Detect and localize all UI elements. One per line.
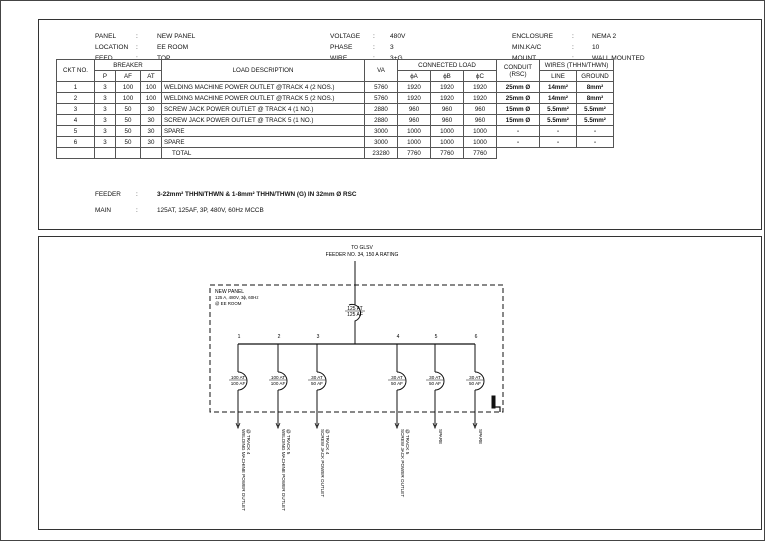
ground-wire-cell: 8mm²	[577, 93, 614, 104]
va-cell: 5760	[365, 82, 398, 93]
branch-af-label: 100 AF	[230, 381, 246, 386]
branch-at-label: 30 AT	[391, 375, 403, 380]
conduit-cell: 15mm Ø	[497, 104, 540, 115]
load-description-cell: WELDING MACHINE POWER OUTLET @TRACK 4 (2 NOS.)	[162, 82, 365, 93]
load-name-label: SCREW JACK POWER OUTLET	[320, 429, 325, 498]
ckt-cell: 3	[57, 104, 95, 115]
total-label: TOTAL	[162, 148, 365, 159]
connected-header: CONNECTED LOAD	[398, 60, 497, 71]
mount-value: WALL MOUNTED	[592, 55, 645, 62]
wire-value: 3+G	[390, 55, 403, 62]
load-header: LOAD DESCRIPTION	[162, 60, 365, 82]
enclosure-value: NEMA 2	[592, 33, 617, 40]
conduit-cell: -	[497, 137, 540, 148]
panel-text-1: NEW PANEL	[215, 289, 245, 295]
phase-a-cell: 960	[398, 104, 431, 115]
circuit-number: 5	[434, 334, 438, 340]
branch-at-label: 100 AT	[230, 375, 246, 380]
breaker-header: BREAKER	[95, 60, 162, 71]
ckt-cell: 2	[57, 93, 95, 104]
af-cell: 100	[116, 82, 141, 93]
enclosure-label: ENCLOSURE	[512, 33, 554, 40]
branch-af-label: 50 AF	[468, 381, 482, 386]
source-text-2: FEEDER NO. 34, 150 A RATING	[325, 252, 399, 258]
at-cell: 100	[141, 82, 162, 93]
phase-c-cell: 1000	[464, 137, 497, 148]
sep: :	[136, 33, 138, 40]
load-location-label: @ TRACK 4	[325, 429, 330, 455]
va-cell: 2880	[365, 115, 398, 126]
sep: :	[373, 33, 375, 40]
ckt-header: CKT NO.	[57, 60, 95, 82]
ground-wire-cell: -	[577, 137, 614, 148]
location-label: LOCATION	[95, 44, 129, 51]
ckt-cell: 6	[57, 137, 95, 148]
phase-a-cell: 960	[398, 115, 431, 126]
load-name-label: WELDING MACHINE POWER OUTLET	[241, 429, 246, 511]
phase-b-cell: 1920	[431, 93, 464, 104]
branch-af-label: 100 AF	[270, 381, 286, 386]
circuit-number: 1	[237, 334, 241, 340]
phase-a-header: ϕA	[398, 71, 431, 82]
at-cell: 30	[141, 137, 162, 148]
load-name-label: SPARE	[478, 429, 483, 445]
p-cell: 3	[95, 82, 116, 93]
sep: :	[136, 207, 138, 214]
p-cell: 3	[95, 104, 116, 115]
load-description-cell: SPARE	[162, 126, 365, 137]
load-location-label: @ TRACK 5	[405, 429, 410, 455]
minkac-value: 10	[592, 44, 600, 51]
branch-af-label: 50 AF	[390, 381, 404, 386]
feed-label: FEED	[95, 55, 113, 62]
af-cell: 50	[116, 104, 141, 115]
sep: :	[136, 44, 138, 51]
af-cell: 50	[116, 126, 141, 137]
phase-c-cell: 1000	[464, 126, 497, 137]
branch-circuit-6	[466, 334, 484, 444]
p-cell: 3	[95, 93, 116, 104]
feeder-value: 3-22mm² THHN/THWN & 1-8mm² THHN/THWN (G) IN 32mm Ø RSC	[157, 191, 357, 198]
circuit-number: 4	[396, 334, 400, 340]
phase-b-cell: 960	[431, 104, 464, 115]
minkac-label: MIN.KA/C	[512, 44, 542, 51]
panel-text-2: 125 A, 480V, 3ϕ, 60Hz	[215, 295, 259, 300]
line-wire-cell: 5.5mm²	[540, 104, 577, 115]
load-location-label: @ TRACK 4	[246, 429, 251, 455]
branch-af-label: 50 AF	[428, 381, 442, 386]
conduit-cell: 25mm Ø	[497, 82, 540, 93]
sep: :	[136, 55, 138, 62]
mount-label: MOUNT	[512, 55, 537, 62]
p-cell: 3	[95, 137, 116, 148]
load-description-cell: WELDING MACHINE POWER OUTLET @TRACK 5 (2 NOS.)	[162, 93, 365, 104]
voltage-label: VOLTAGE	[330, 33, 361, 40]
at-cell: 30	[141, 104, 162, 115]
phase-a-cell: 1920	[398, 82, 431, 93]
wires-header: WIRES (THHN/THWN)	[540, 60, 614, 71]
at-header: AT	[141, 71, 162, 82]
at-cell: 30	[141, 126, 162, 137]
sep: :	[373, 44, 375, 51]
total-b: 7760	[431, 148, 464, 159]
sep: :	[136, 191, 138, 198]
va-header: VA	[365, 60, 398, 82]
panel-value: NEW PANEL	[157, 33, 196, 40]
conduit-cell: 25mm Ø	[497, 93, 540, 104]
phase-a-cell: 1000	[398, 126, 431, 137]
at-cell: 100	[141, 93, 162, 104]
phase-a-cell: 1920	[398, 93, 431, 104]
voltage-value: 480V	[390, 33, 406, 40]
load-name-label: SPARE	[438, 429, 443, 445]
phase-value: 3	[390, 44, 394, 51]
line-wire-cell: -	[540, 137, 577, 148]
phase-label: PHASE	[330, 44, 353, 51]
wire-label: WIRE	[330, 55, 348, 62]
af-cell: 100	[116, 93, 141, 104]
total-a: 7760	[398, 148, 431, 159]
location-value: EE ROOM	[157, 44, 189, 51]
line-wire-cell: -	[540, 126, 577, 137]
feeder-label: FEEDER	[95, 191, 121, 198]
load-name-label: SCREW JACK POWER OUTLET	[400, 429, 405, 498]
phase-c-cell: 960	[464, 104, 497, 115]
sep: :	[572, 55, 574, 62]
circuit-number: 6	[474, 334, 478, 340]
total-va: 23280	[365, 148, 398, 159]
va-cell: 3000	[365, 137, 398, 148]
af-cell: 50	[116, 115, 141, 126]
ground-wire-cell: 5.5mm²	[577, 115, 614, 126]
branch-circuit-2	[269, 334, 291, 511]
p-header: P	[95, 71, 116, 82]
sep: :	[373, 55, 375, 62]
line-wire-cell: 14mm²	[540, 82, 577, 93]
va-cell: 3000	[365, 126, 398, 137]
branch-at-label: 30 AT	[311, 375, 323, 380]
af-cell: 50	[116, 137, 141, 148]
phase-c-cell: 960	[464, 115, 497, 126]
phase-c-cell: 1920	[464, 82, 497, 93]
ckt-cell: 5	[57, 126, 95, 137]
at-cell: 30	[141, 115, 162, 126]
load-description-cell: SPARE	[162, 137, 365, 148]
main-at-label: 125 AT	[347, 306, 363, 312]
conduit-cell: -	[497, 126, 540, 137]
total-c: 7760	[464, 148, 497, 159]
ground-header: GROUND	[577, 71, 614, 82]
ckt-cell: 4	[57, 115, 95, 126]
source-text-1: TO GLSV	[351, 245, 373, 251]
load-description-cell: SCREW JACK POWER OUTLET @ TRACK 5 (1 NO.)	[162, 115, 365, 126]
load-location-label: @ TRACK 5	[286, 429, 291, 455]
sep: :	[572, 33, 574, 40]
branch-at-label: 30 AT	[469, 375, 481, 380]
line-wire-cell: 14mm²	[540, 93, 577, 104]
ground-wire-cell: 8mm²	[577, 82, 614, 93]
phase-b-cell: 1000	[431, 137, 464, 148]
phase-b-header: ϕB	[431, 71, 464, 82]
line-header: LINE	[540, 71, 577, 82]
panel-label: PANEL	[95, 33, 117, 40]
phase-b-cell: 960	[431, 115, 464, 126]
ground-wire-cell: -	[577, 126, 614, 137]
load-name-label: WELDING MACHINE POWER OUTLET	[281, 429, 286, 511]
p-cell: 3	[95, 115, 116, 126]
af-header: AF	[116, 71, 141, 82]
phase-c-cell: 1920	[464, 93, 497, 104]
branch-af-label: 50 AF	[310, 381, 324, 386]
circuit-number: 3	[316, 334, 320, 340]
main-value: 125AT, 125AF, 3P, 480V, 60Hz MCCB	[157, 207, 264, 214]
ckt-cell: 1	[57, 82, 95, 93]
branch-circuit-3	[308, 334, 330, 497]
va-cell: 5760	[365, 93, 398, 104]
ground-wire-cell: 5.5mm²	[577, 104, 614, 115]
main-af-label: 125 AF	[347, 312, 363, 318]
line-wire-cell: 5.5mm²	[540, 115, 577, 126]
conduit-cell: 15mm Ø	[497, 115, 540, 126]
va-cell: 2880	[365, 104, 398, 115]
phase-c-header: ϕC	[464, 71, 497, 82]
circuit-number: 2	[277, 334, 281, 340]
conduit-header: CONDUIT (RSC)	[497, 60, 540, 82]
load-description-cell: SCREW JACK POWER OUTLET @ TRACK 4 (1 NO.)	[162, 104, 365, 115]
feed-value: TOP	[157, 55, 171, 62]
main-label: MAIN	[95, 207, 111, 214]
branch-circuit-4	[388, 334, 410, 497]
phase-b-cell: 1920	[431, 82, 464, 93]
ground-bar	[492, 396, 495, 408]
panel-text-3: @ EE ROOM	[215, 301, 242, 306]
sep: :	[572, 44, 574, 51]
branch-at-label: 30 AT	[429, 375, 441, 380]
branch-circuits	[229, 334, 484, 511]
phase-b-cell: 1000	[431, 126, 464, 137]
phase-a-cell: 1000	[398, 137, 431, 148]
p-cell: 3	[95, 126, 116, 137]
branch-circuit-1	[229, 334, 251, 511]
branch-circuit-5	[426, 334, 444, 444]
branch-at-label: 100 AT	[270, 375, 286, 380]
panel-enclosure	[210, 285, 503, 412]
